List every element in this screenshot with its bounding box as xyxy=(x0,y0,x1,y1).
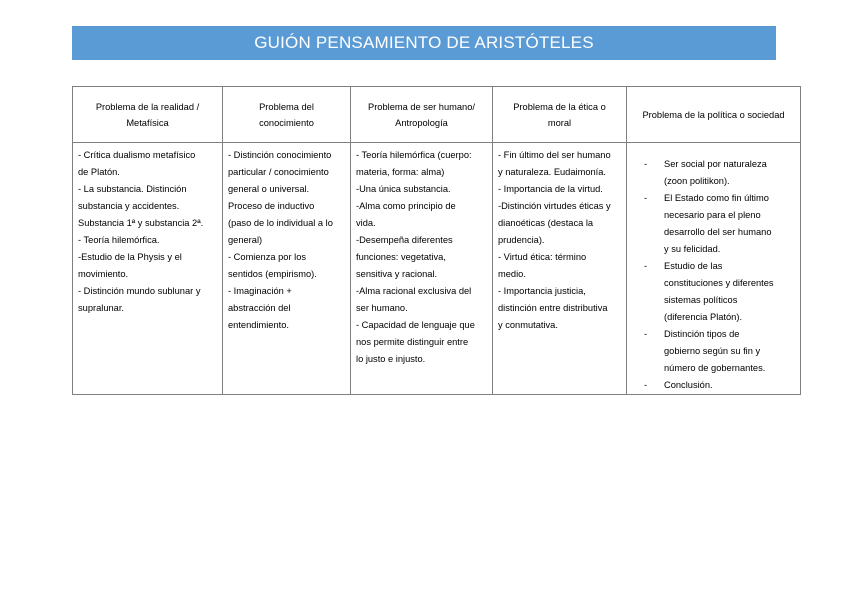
text-line: lo justo e injusto. xyxy=(356,354,426,364)
text-line: - Importancia de la virtud. xyxy=(498,184,603,194)
text-line: vida. xyxy=(356,218,376,228)
text-line: y naturaleza. Eudaimonía. xyxy=(498,167,607,177)
bullet-dash: - xyxy=(644,159,648,169)
list-item xyxy=(627,156,794,190)
text-line: ser humano. xyxy=(356,303,408,313)
text-line: general o universal. xyxy=(228,184,310,194)
header-line: Antropología xyxy=(395,117,448,128)
text-line: - Capacidad de lenguaje que xyxy=(356,320,475,330)
text-line: dianoéticas (destaca la xyxy=(498,218,594,228)
text-line: - Distinción mundo sublunar y xyxy=(78,286,201,296)
text-line: nos permite distinguir entre xyxy=(356,337,469,347)
text-line: funciones: vegetativa, xyxy=(356,252,446,262)
title-banner xyxy=(72,26,776,60)
text-line: Estudio de las xyxy=(664,261,723,271)
header-line: Metafísica xyxy=(126,117,169,128)
text-line: substancia y accidentes. xyxy=(78,201,180,211)
cell-ser-humano xyxy=(351,143,493,395)
bullet-dash: - xyxy=(644,193,648,203)
text-line: -Distinción virtudes éticas y xyxy=(498,201,611,211)
text-line: - Fin último del ser humano xyxy=(498,150,611,160)
text-line: Substancia 1ª y substancia 2ª. xyxy=(78,218,204,228)
text-line: medio. xyxy=(498,269,526,279)
text-line: Ser social por naturaleza xyxy=(664,159,767,169)
header-ser-humano xyxy=(351,87,493,143)
text-line: y conmutativa. xyxy=(498,320,558,330)
text-line: - La substancia. Distinción xyxy=(78,184,187,194)
text-line: sentidos (empirismo). xyxy=(228,269,317,279)
text-line: necesario para el pleno xyxy=(664,210,761,220)
header-politica xyxy=(627,87,801,143)
text-line: - Distinción conocimiento xyxy=(228,150,332,160)
list-item xyxy=(627,377,794,394)
text-line: El Estado como fin último xyxy=(664,193,769,203)
bullet-dash: - xyxy=(644,261,648,271)
text-line: - Comienza por los xyxy=(228,252,307,262)
text-line: - Crítica dualismo metafísico xyxy=(78,150,196,160)
text-line: general) xyxy=(228,235,263,245)
bullet-dash: - xyxy=(644,329,648,339)
text-line: particular / conocimiento xyxy=(228,167,329,177)
list-item xyxy=(627,326,794,377)
text-line: entendimiento. xyxy=(228,320,289,330)
text-line: (paso de lo individual a lo xyxy=(228,218,333,228)
content-table xyxy=(72,86,801,395)
politica-list xyxy=(627,143,800,394)
text-line: sensitiva y racional. xyxy=(356,269,438,279)
list-item xyxy=(627,258,794,326)
header-line: Problema de la política o sociedad xyxy=(642,109,785,120)
text-line: abstracción del xyxy=(228,303,291,313)
text-line: Conclusión. xyxy=(664,380,713,390)
cell-etica xyxy=(493,143,627,395)
header-line: Problema de ser humano/ xyxy=(368,101,475,112)
text-line: -Alma racional exclusiva del xyxy=(356,286,472,296)
header-conocimiento xyxy=(223,87,351,143)
text-line: - Teoría hilemórfica. xyxy=(78,235,160,245)
text-line: - Virtud ética: término xyxy=(498,252,587,262)
text-line: (zoon politikon). xyxy=(664,176,730,186)
text-line: gobierno según su fin y xyxy=(664,346,761,356)
text-line: -Una única substancia. xyxy=(356,184,451,194)
bullet-dash: - xyxy=(644,380,648,390)
text-line: distinción entre distributiva xyxy=(498,303,608,313)
text-line: -Desempeña diferentes xyxy=(356,235,453,245)
text-line: -Estudio de la Physis y el xyxy=(78,252,182,262)
header-line: Problema del xyxy=(259,101,314,112)
header-line: moral xyxy=(547,117,572,128)
header-line: Problema de la realidad / xyxy=(95,101,200,112)
cell-realidad xyxy=(73,143,223,395)
text-line: - Importancia justicia, xyxy=(498,286,586,296)
content-row xyxy=(73,143,801,395)
text-line: sistemas políticos xyxy=(664,295,738,305)
text-line: - Imaginación + xyxy=(228,286,292,296)
text-line: Distinción tipos de xyxy=(664,329,740,339)
header-row xyxy=(73,87,801,143)
text-line: prudencia). xyxy=(498,235,545,245)
text-line: - Teoría hilemórfica (cuerpo: xyxy=(356,150,472,160)
text-line: -Alma como principio de xyxy=(356,201,456,211)
text-line: (diferencia Platón). xyxy=(664,312,743,322)
cell-conocimiento xyxy=(223,143,351,395)
cell-politica xyxy=(627,143,801,395)
text-line: supralunar. xyxy=(78,303,124,313)
text-line: número de gobernantes. xyxy=(664,363,766,373)
text-line: desarrollo del ser humano xyxy=(664,227,772,237)
text-line: materia, forma: alma) xyxy=(356,167,445,177)
header-realidad xyxy=(73,87,223,143)
text-line: y su felicidad. xyxy=(664,244,721,254)
list-item xyxy=(627,190,794,258)
text-line: Proceso de inductivo xyxy=(228,201,315,211)
text-line: constituciones y diferentes xyxy=(664,278,774,288)
text-line: de Platón. xyxy=(78,167,120,177)
page-title: GUIÓN PENSAMIENTO DE ARISTÓTELES xyxy=(254,33,594,52)
header-etica xyxy=(493,87,627,143)
text-line: movimiento. xyxy=(78,269,129,279)
header-line: conocimiento xyxy=(259,117,314,128)
header-line: Problema de la ética o xyxy=(513,101,606,112)
